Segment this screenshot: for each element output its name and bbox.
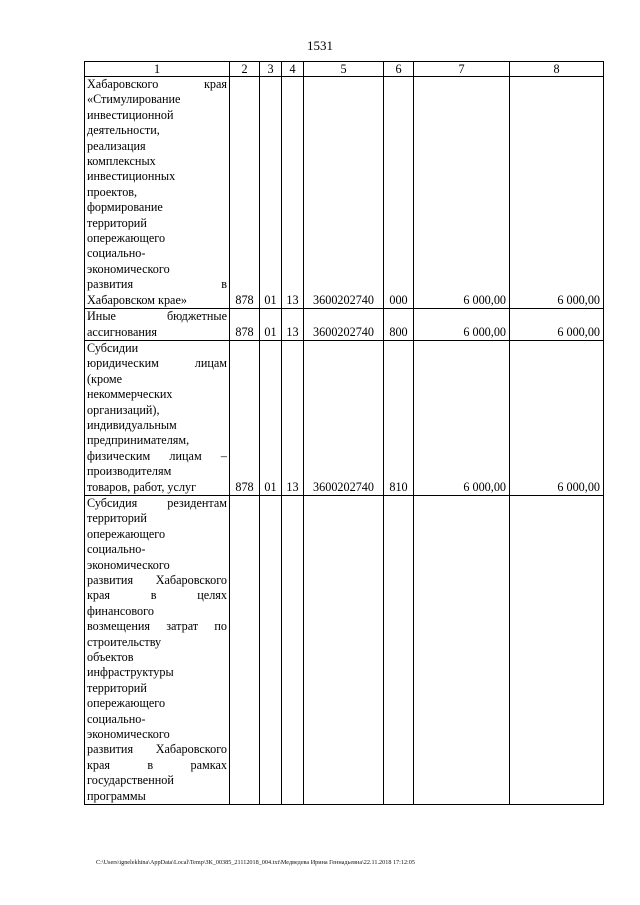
table-header-row bbox=[85, 62, 604, 77]
ministry-code-cell bbox=[230, 495, 260, 804]
row-name-line: программы bbox=[87, 788, 146, 803]
section-code-cell: 01 bbox=[260, 340, 282, 495]
row-name-line: развития Хабаровского bbox=[87, 573, 227, 587]
row-name-line: опережающего bbox=[87, 231, 166, 246]
file-path-footer: C:\Users\ignelekhina\AppData\Local\Temp\ЗК_00385_21112018_004.txt\Медведева Ирина Геннадьевна\22.11.2018 17:12:05 bbox=[96, 859, 415, 866]
row-name-line: Субсидии bbox=[87, 340, 139, 355]
amount-cell bbox=[414, 495, 510, 804]
row-name-line: территорий bbox=[87, 680, 147, 695]
row-name-line: физическим лицам – bbox=[87, 448, 227, 463]
column-header: 1 bbox=[85, 62, 230, 77]
target-article-cell: 3600202740 bbox=[304, 309, 384, 341]
row-name-line: социально- bbox=[87, 711, 146, 726]
section-code-cell: 01 bbox=[260, 77, 282, 309]
subsection-code-cell: 13 bbox=[282, 340, 304, 495]
column-header: 6 bbox=[384, 62, 414, 77]
row-name-line: экономического bbox=[87, 557, 170, 572]
row-name-line: проектов, bbox=[87, 184, 138, 199]
subsection-code-cell: 13 bbox=[282, 309, 304, 341]
row-name-line: социально- bbox=[87, 542, 146, 557]
table-row bbox=[85, 309, 604, 341]
row-name-line: ассигнования bbox=[87, 324, 158, 339]
expense-type-cell: 810 bbox=[384, 340, 414, 495]
column-header: 7 bbox=[414, 62, 510, 77]
amount-cell: 6 000,00 bbox=[510, 309, 604, 341]
table-row bbox=[85, 495, 604, 804]
target-article-cell bbox=[304, 495, 384, 804]
row-name-line: комплексных bbox=[87, 154, 156, 169]
row-name-line: Субсидия резидентам bbox=[87, 495, 227, 510]
row-name-line: юридическим лицам bbox=[87, 356, 227, 371]
row-name-line: предпринимателям, bbox=[87, 433, 190, 448]
row-name-line: Иные бюджетные bbox=[87, 309, 227, 324]
column-header: 4 bbox=[282, 62, 304, 77]
ministry-code-cell: 878 bbox=[230, 77, 260, 309]
amount-cell: 6 000,00 bbox=[414, 340, 510, 495]
row-name-line: товаров, работ, услуг bbox=[87, 479, 197, 494]
row-name-line: организаций), bbox=[87, 402, 160, 417]
section-code-cell bbox=[260, 495, 282, 804]
row-name-line: строительству bbox=[87, 634, 162, 649]
amount-cell: 6 000,00 bbox=[510, 340, 604, 495]
row-name-line: реализация bbox=[87, 138, 146, 153]
section-code-cell: 01 bbox=[260, 309, 282, 341]
row-name-line: «Стимулирование bbox=[87, 92, 181, 107]
column-header: 2 bbox=[230, 62, 260, 77]
target-article-cell: 3600202740 bbox=[304, 340, 384, 495]
budget-table bbox=[84, 61, 604, 805]
row-name-line: некоммерческих bbox=[87, 387, 173, 402]
row-name-line: социально- bbox=[87, 246, 146, 261]
row-name-line: индивидуальным bbox=[87, 417, 177, 432]
row-name-line: инвестиционной bbox=[87, 107, 174, 122]
amount-cell: 6 000,00 bbox=[510, 77, 604, 309]
amount-cell bbox=[510, 495, 604, 804]
row-name-line: возмещения затрат по bbox=[87, 619, 227, 634]
row-name-line: инфраструктуры bbox=[87, 665, 174, 680]
row-name-line: Хабаровском крае» bbox=[87, 292, 187, 307]
row-name-line: опережающего bbox=[87, 696, 166, 711]
row-name-line: финансового bbox=[87, 603, 154, 618]
row-name-line: экономического bbox=[87, 261, 170, 276]
subsection-code-cell: 13 bbox=[282, 77, 304, 309]
page-number: 1531 bbox=[307, 38, 333, 53]
column-header: 3 bbox=[260, 62, 282, 77]
row-name-line: государственной bbox=[87, 773, 174, 788]
target-article-cell: 3600202740 bbox=[304, 77, 384, 309]
expense-type-cell bbox=[384, 495, 414, 804]
table-row bbox=[85, 77, 604, 309]
row-name-line: деятельности, bbox=[87, 123, 160, 138]
column-header: 5 bbox=[304, 62, 384, 77]
row-name-line: территорий bbox=[87, 511, 147, 526]
expense-type-cell: 000 bbox=[384, 77, 414, 309]
ministry-code-cell: 878 bbox=[230, 309, 260, 341]
table-row bbox=[85, 340, 604, 495]
row-name-line: края в рамках bbox=[87, 757, 227, 772]
row-name-line: развития в bbox=[87, 277, 227, 292]
subsection-code-cell bbox=[282, 495, 304, 804]
row-name-line: развития Хабаровского bbox=[87, 742, 227, 757]
row-name-cell bbox=[85, 77, 230, 309]
row-name-line: территорий bbox=[87, 215, 147, 230]
row-name-cell bbox=[85, 340, 230, 495]
row-name-line: Хабаровского края bbox=[87, 77, 227, 91]
ministry-code-cell: 878 bbox=[230, 340, 260, 495]
row-name-line: инвестиционных bbox=[87, 169, 176, 184]
row-name-cell bbox=[85, 495, 230, 804]
row-name-line: опережающего bbox=[87, 526, 166, 541]
table-body bbox=[85, 62, 604, 805]
row-name-line: (кроме bbox=[87, 371, 123, 386]
row-name-line: края в целях bbox=[87, 588, 227, 603]
row-name-line: формирование bbox=[87, 200, 163, 215]
row-name-cell bbox=[85, 309, 230, 341]
column-header: 8 bbox=[510, 62, 604, 77]
row-name-line: производителям bbox=[87, 464, 172, 479]
row-name-line: экономического bbox=[87, 727, 170, 742]
amount-cell: 6 000,00 bbox=[414, 77, 510, 309]
amount-cell: 6 000,00 bbox=[414, 309, 510, 341]
row-name-line: объектов bbox=[87, 650, 134, 665]
expense-type-cell: 800 bbox=[384, 309, 414, 341]
